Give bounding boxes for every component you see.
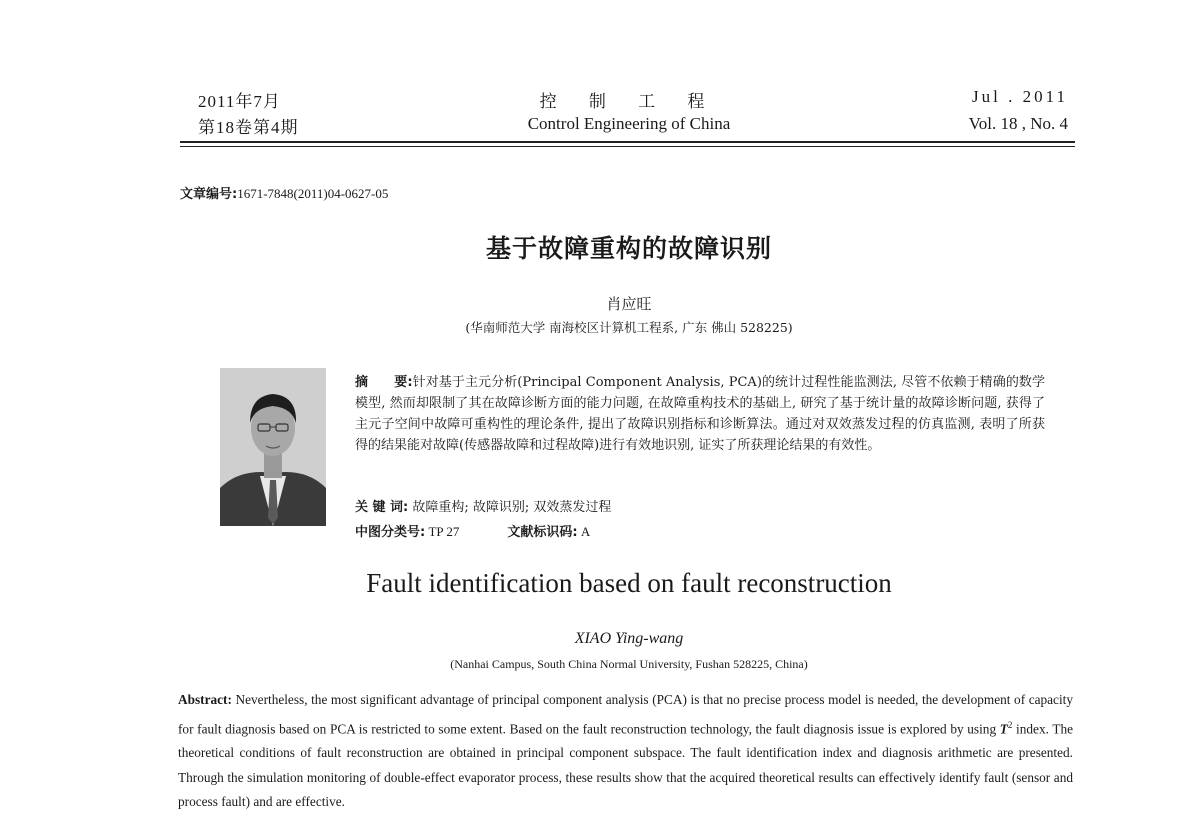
en-abstract-symbol: T <box>999 720 1008 736</box>
header-issue-zh: 第18卷第4期 <box>198 118 299 137</box>
en-affiliation: (Nanhai Campus, South China Normal University, Fushan 528225, China) <box>450 657 808 671</box>
author-portrait-image <box>220 368 326 526</box>
zh-affiliation: (华南师范大学 南海校区计算机工程系, 广东 佛山 528225) <box>465 320 793 335</box>
clc-label: 中图分类号: <box>355 525 426 540</box>
zh-title: 基于故障重构的故障识别 <box>485 234 772 263</box>
clc-value: TP 27 <box>428 524 460 539</box>
header-date-zh: 2011年7月 <box>198 92 281 111</box>
zh-abstract-label: 摘 要: <box>355 375 413 390</box>
header-issue-en: Vol. 18 , No. 4 <box>968 114 1068 133</box>
en-abstract <box>178 688 1073 815</box>
en-abstract-label: Abstract: <box>178 692 232 707</box>
zh-keywords <box>355 496 611 515</box>
en-author: XIAO Ying-wang <box>574 630 684 647</box>
zh-keywords-label: 关 键 词: <box>355 500 409 515</box>
doc-code-label: 文献标识码: <box>507 525 578 540</box>
zh-author: 肖应旺 <box>606 295 652 313</box>
article-number-value: 1671-7848(2011)04-0627-05 <box>237 186 389 201</box>
journal-title-zh: 控 制 工 程 <box>539 92 719 111</box>
article-number-label: 文章编号: <box>180 187 238 202</box>
zh-abstract <box>355 372 1045 456</box>
header-date-en: Jul . 2011 <box>972 87 1068 106</box>
zh-abstract-text: 针对基于主元分析(Principal Component Analysis, PCA)的统计过程性能监测法, 尽管不依赖于精确的数学模型, 然而却限制了其在故障诊断方面的能力问题, 在故障重构技术的基础上, 研究了基于统计量的故障诊断问题, 获得了主元子空间中故障可重构性的理论条件, 提出了故障识别指标和诊断算法。通过对双效蒸发过程的仿真监测, 表明了所获得的结果能对故障(传感器故障和过程故障)进行有效地识别, 证实了所获理论结果的有效性。 <box>355 375 1046 453</box>
article-number <box>180 183 388 202</box>
en-abstract-text-1: Nevertheless, the most significant advantage of principal component analysis (PCA) is that no precise process model is needed, the development of capacity for fault diagnosis based on PCA is restricted to some extent. Based on the fault reconstruction technology, the fault diagnosis issue is explored by using <box>178 692 1073 736</box>
doc-code-value: A <box>580 524 591 539</box>
journal-title-en: Control Engineering of China <box>527 114 731 133</box>
header-rule-thin <box>180 146 1075 147</box>
zh-keywords-text: 故障重构; 故障识别; 双效蒸发过程 <box>412 500 612 515</box>
author-photo <box>220 368 326 526</box>
en-title: Fault identification based on fault reconstruction <box>366 568 892 598</box>
header-rule-thick <box>180 141 1075 143</box>
en-abstract-sup: 2 <box>1007 719 1013 730</box>
zh-classification <box>355 521 590 540</box>
en-abstract-text-2: index. The theoretical conditions of fault reconstruction are obtained in principal component subspace. The fault identification index and diagnosis arithmetic are presented. Through the simulation monitoring of double-effect evaporator process, these results show that the acquired theoretical results can effectively identify fault (sensor and process fault) and are effective. <box>178 720 1074 810</box>
